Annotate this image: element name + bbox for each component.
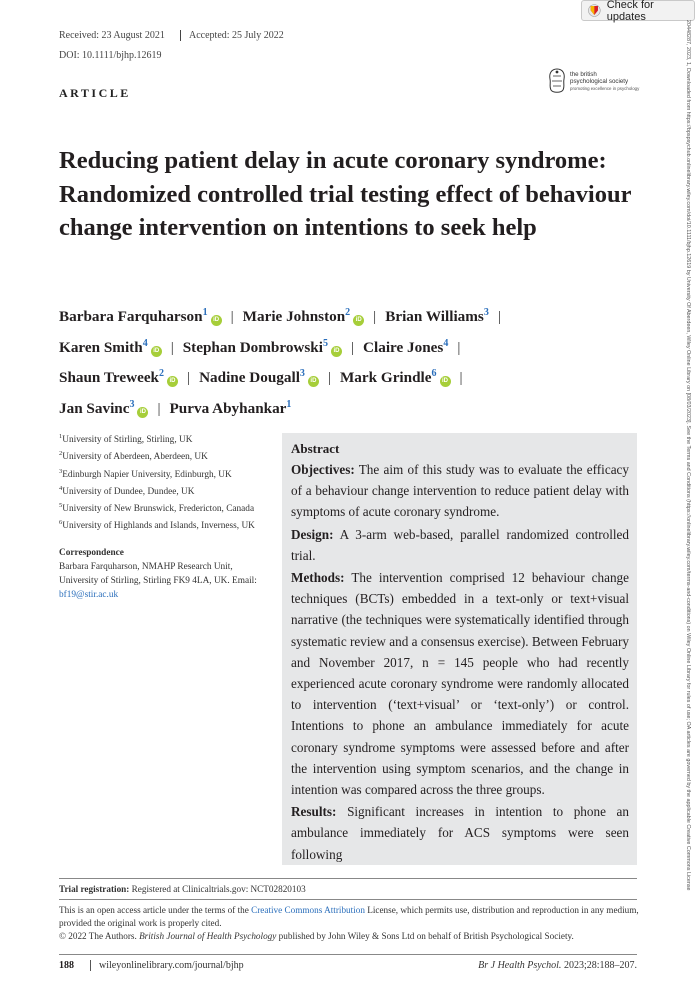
author-list	[59, 300, 639, 423]
article-type-label: ARTICLE	[59, 86, 131, 100]
orcid-icon[interactable]: iD	[151, 346, 162, 357]
author[interactable]: Mark Grindle$^6$	[339, 368, 437, 387]
trial-registration: Trial registration: Registered at Clinicaltrials.gov: NCT02820103	[59, 884, 306, 894]
author[interactable]: Shaun Treweek$^2$	[59, 368, 165, 387]
orcid-icon[interactable]: iD	[308, 376, 319, 387]
crossmark-icon	[588, 4, 601, 17]
correspondence-body: Barbara Farquharson, NMAHP Research Unit, University of Stirling, Stirling FK9 4LA, UK. Email: bf19@stir.ac.uk	[59, 561, 257, 601]
check-for-updates-badge[interactable]	[581, 0, 695, 21]
affiliation: $^1$University of Stirling, Stirling, UK	[59, 433, 193, 446]
abstract-methods: Methods: The intervention comprised 12 behaviour change techniques (BCTs) embedded in a text-only or text+visual narrative (the techniques were systematically identified through systematic review and a consensus exercise). Between February and November 2017, n = 145 people who had recently experienced acute coronary syndrome were randomly allocated to intervention (‘text+visual’ or ‘text-only’) or control. Intentions to phone an ambulance immediately for acute coronary syndrome symptoms were assessed before and after the intervention using symptom scenarios, and the change in intention was compared across the three groups.	[291, 570, 630, 798]
journal-url[interactable]: wileyonlinelibrary.com/journal/bjhp	[90, 960, 244, 971]
author-line: Shaun Treweek$^2$iD | Nadine Dougall$^3$iD | Mark Grindle$^6$iD |	[59, 368, 463, 387]
bps-logo	[546, 66, 646, 102]
abstract-heading: Abstract	[291, 441, 340, 456]
page-number: 188	[59, 960, 74, 971]
check-for-updates-label: Check for updates	[606, 0, 654, 23]
copyright-notice: © 2022 The Authors. British Journal of Health Psychology published by John Wiley & Sons Ltd on behalf of British Psychological Society.	[59, 931, 574, 941]
orcid-icon[interactable]: iD	[440, 376, 451, 387]
author[interactable]: Marie Johnston$^2$	[242, 307, 351, 325]
bps-mark-icon	[546, 66, 568, 96]
affiliation: $^2$University of Aberdeen, Aberdeen, UK	[59, 450, 208, 463]
orcid-icon[interactable]: iD	[167, 376, 178, 387]
divider	[59, 899, 637, 900]
affiliation: $^6$University of Highlands and Islands, Inverness, UK	[59, 519, 255, 532]
orcid-icon[interactable]: iD	[211, 315, 222, 326]
journal-citation: Br J Health Psychol. 2023;28:188–207.	[478, 960, 637, 971]
affiliation: $^5$University of New Brunswick, Fredericton, Canada	[59, 502, 255, 515]
cc-license-link[interactable]: Creative Commons Attribution	[251, 905, 365, 915]
download-side-note: 20448287, 2023, 1, Downloaded from https://bpspsychub.onlinelibrary.wiley.com/doi/10.1111/bjhp.12619 by University Of Aberdeen, Wiley Online Library on [08/03/2023]. See the Terms and Conditions (https://onlinelibrary.wiley.com/terms-and-conditions) on Wiley Online Library for rules of use; OA articles are governed by the applicable Creative Commons License	[685, 20, 691, 891]
abstract-objectives: Objectives: The aim of this study was to evaluate the efficacy of a behaviour change intervention to reduce patient delay with symptoms of acute coronary syndrome.	[291, 462, 629, 520]
bps-wordmark: the british psychological society promoting excellence in psychology	[570, 71, 640, 91]
author[interactable]: Nadine Dougall$^3$	[199, 368, 305, 387]
affiliations	[59, 430, 264, 603]
article-title: Reducing patient delay in acute coronary syndrome: Randomized controlled trial testing effect of behaviour change intervention on intentions to seek help	[59, 147, 632, 241]
author-line: Karen Smith$^4$iD | Stephan Dombrowski$^5$iD | Claire Jones$^4$ |	[59, 337, 461, 356]
accepted-date: Accepted: 25 July 2022	[180, 30, 284, 41]
license-notice: This is an open access article under the terms of the Creative Commons Attribution License, which permits use, distribution and reproduction in any medium, provided the original work is properly cited.	[59, 905, 639, 929]
abstract-box	[282, 433, 637, 865]
correspondence-heading: Correspondence	[59, 547, 124, 558]
affiliation: $^3$Edinburgh Napier University, Edinburgh, UK	[59, 467, 232, 480]
author[interactable]: Claire Jones$^4$	[363, 337, 449, 356]
author[interactable]: Purva Abyhankar$^1$	[169, 399, 292, 418]
divider	[59, 878, 637, 879]
received-date: Received: 23 August 2021	[59, 30, 165, 41]
divider	[59, 954, 637, 955]
author[interactable]: Brian Williams$^3$	[385, 307, 489, 325]
author[interactable]: Stephan Dombrowski$^5$	[182, 337, 328, 356]
author-line: Jan Savinc$^3$iD | Purva Abyhankar$^1$	[59, 399, 292, 418]
author-line: Barbara Farquharson$^1$iD | Marie Johnston$^2$iD | Brian Williams$^3$ |	[59, 307, 501, 325]
orcid-icon[interactable]: iD	[353, 315, 364, 326]
orcid-icon[interactable]: iD	[137, 407, 148, 418]
abstract-design: Design: A 3-arm web-based, parallel randomized controlled trial.	[291, 526, 629, 563]
author[interactable]: Karen Smith$^4$	[59, 337, 148, 356]
author[interactable]: Jan Savinc$^3$	[59, 399, 135, 418]
doi[interactable]: DOI: 10.1111/bjhp.12619	[59, 50, 162, 61]
author[interactable]: Barbara Farquharson$^1$	[59, 307, 208, 325]
email-link[interactable]: bf19@stir.ac.uk	[59, 590, 119, 601]
affiliation: $^4$University of Dundee, Dundee, UK	[59, 484, 195, 497]
orcid-icon[interactable]: iD	[331, 346, 342, 357]
abstract-results: Results: Significant increases in intention to phone an ambulance immediately for ACS symptoms were seen following	[291, 804, 630, 862]
